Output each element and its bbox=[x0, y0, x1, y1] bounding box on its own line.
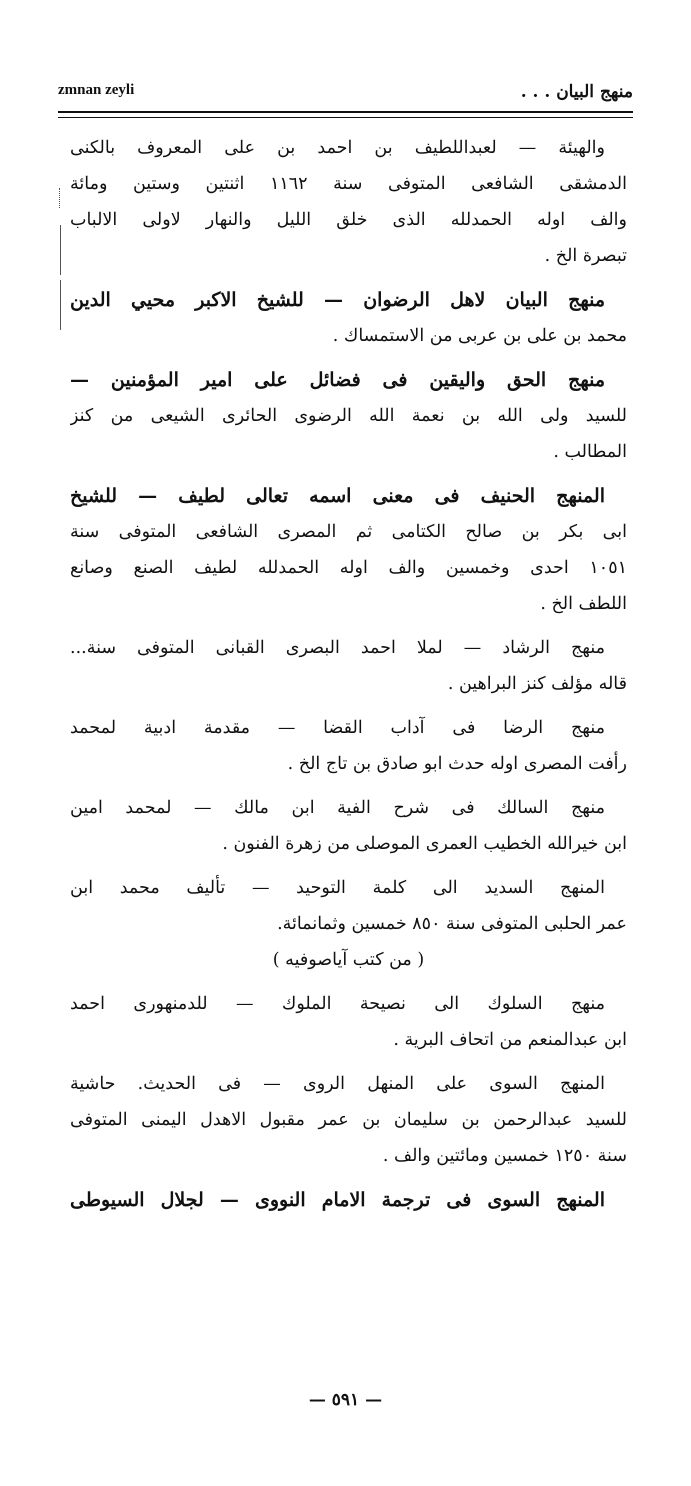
entry bbox=[70, 790, 627, 862]
entry bbox=[70, 710, 627, 782]
page-number: — ٥٩١ — bbox=[308, 1390, 383, 1410]
entry-line: المنهج السوى على المنهل الروى — فى الحديث. حاشية bbox=[70, 1074, 605, 1094]
entry bbox=[70, 1066, 627, 1174]
header-right-text: منهج البيان . . . bbox=[520, 82, 633, 102]
entry bbox=[70, 478, 627, 622]
entry-line: عمر الحلبى المتوفى سنة ٨٥٠ خمسين وثمانمائة. bbox=[277, 914, 627, 934]
entry-line: المطالب . bbox=[553, 442, 627, 462]
entry-line: المنهج السديد الى كلمة التوحيد — تأليف محمد ابن bbox=[70, 878, 605, 898]
entry-line: منهج البيان لاهل الرضوان — للشيخ الاكبر محيي الدين bbox=[70, 289, 605, 311]
running-header bbox=[58, 82, 633, 110]
entry-line: ابى بكر بن صالح الكتامى ثم المصرى الشافعى المتوفى سنة bbox=[70, 522, 627, 542]
entry-line: سنة ١٢٥٠ خمسين ومائتين والف . bbox=[382, 1146, 627, 1166]
entry bbox=[70, 986, 627, 1058]
margin-mark bbox=[60, 280, 61, 330]
entry-line: والهيئة — لعبداللطيف بن احمد بن على المعروف بالكنى bbox=[70, 138, 605, 158]
entry-line: محمد بن على بن عربى من الاستمساك . bbox=[332, 326, 627, 346]
entry-line: المنهج الحنيف فى معنى اسمه تعالى لطيف — للشيخ bbox=[70, 485, 605, 507]
entry-list bbox=[70, 130, 627, 1226]
entry-line: ابن خيرالله الخطيب العمرى الموصلى من زهرة الفنون . bbox=[222, 834, 627, 854]
entry-line: الدمشقى الشافعى المتوفى سنة ١١٦٢ اثنتين وستين ومائة bbox=[70, 174, 627, 194]
entry-line: اللطف الخ . bbox=[540, 594, 627, 614]
margin-mark bbox=[60, 225, 61, 275]
entry bbox=[70, 282, 627, 354]
entry-line: منهج الرضا فى آداب القضا — مقدمة ادبية لمحمد bbox=[70, 718, 605, 738]
header-rule-thin bbox=[58, 117, 633, 118]
margin-mark bbox=[59, 188, 60, 208]
entry bbox=[70, 870, 627, 978]
entry bbox=[70, 130, 627, 274]
header-rule-thick bbox=[58, 111, 633, 113]
entry-line: تبصرة الخ . bbox=[544, 246, 627, 266]
entry-line: منهج الحق واليقين فى فضائل على امير المؤمنين — bbox=[70, 369, 605, 391]
source-note: ( من كتب آياصوفيه ) bbox=[272, 950, 425, 970]
entry bbox=[70, 630, 627, 702]
entry-line: للسيد عبدالرحمن بن سليمان بن عمر مقبول الاهدل اليمنى المتوفى bbox=[70, 1110, 627, 1130]
entry-line: ابن عبدالمنعم من اتحاف البرية . bbox=[393, 1030, 627, 1050]
entry-line: قاله مؤلف كنز البراهين . bbox=[447, 674, 627, 694]
entry-line: للسيد ولى الله بن نعمة الله الرضوى الحائرى الشيعى من كنز bbox=[70, 406, 627, 426]
entry-line: منهج السالك فى شرح الفية ابن مالك — لمحمد امين bbox=[70, 798, 605, 818]
entry-line: منهج السلوك الى نصيحة الملوك — للدمنهورى احمد bbox=[70, 994, 605, 1014]
entry bbox=[70, 1182, 627, 1218]
entry-line: منهج الرشاد — لملا احمد البصرى القبانى المتوفى سنة... bbox=[70, 638, 605, 658]
entry-line: رأفت المصرى اوله حدث ابو صادق بن تاج الخ . bbox=[287, 754, 627, 774]
header-left-text: zmnan zeyli bbox=[58, 82, 135, 98]
entry-line: والف اوله الحمدلله الذى خلق الليل والنهار لاولى الالباب bbox=[70, 210, 627, 230]
entry bbox=[70, 362, 627, 470]
entry-line: ١٠٥١ احدى وخمسين والف اوله الحمدلله لطيف الصنع وصانع bbox=[70, 558, 627, 578]
entry-line: المنهج السوى فى ترجمة الامام النووى — لجلال السيوطى bbox=[70, 1189, 605, 1211]
